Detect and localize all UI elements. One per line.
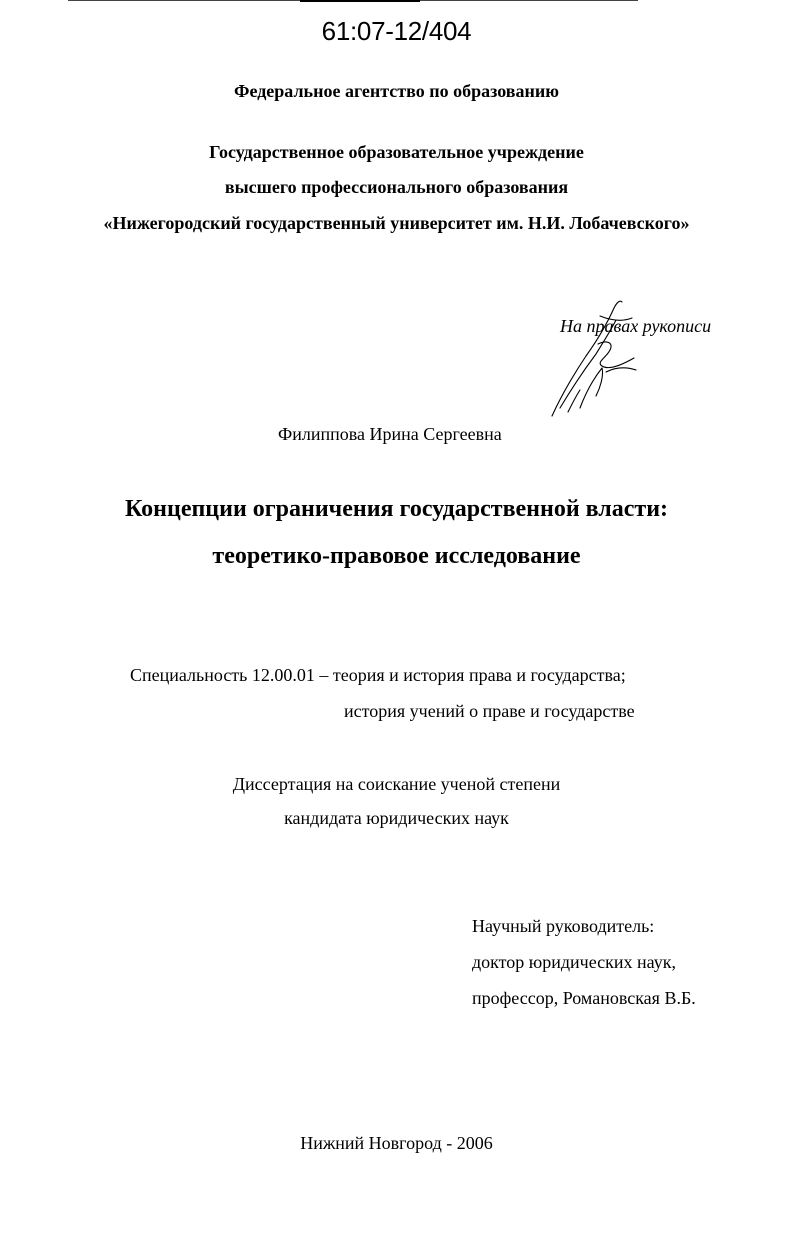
place-year: Нижний Новгород - 2006 — [300, 1133, 493, 1153]
agency-name: Федеральное агентство по образованию — [233, 81, 560, 101]
catalog-code: 61:07-12/404 — [321, 16, 472, 46]
title-line-1: Концепции ограничения государственной власти: — [124, 496, 669, 522]
specialty-line-2: история учений о праве и государстве — [344, 701, 635, 721]
institution-line-2: высшего профессионального образования — [224, 177, 569, 197]
top-scan-rule-dark — [300, 0, 420, 2]
manuscript-note: На правах рукописи — [560, 316, 712, 336]
institution-line-3: «Нижегородский государственный университет им. Н.И. Лобачевского» — [103, 213, 690, 233]
advisor-label: Научный руководитель: — [472, 916, 655, 936]
signature-icon — [540, 296, 650, 422]
degree-line-2: кандидата юридических наук — [284, 808, 509, 828]
advisor-degree: доктор юридических наук, — [472, 952, 676, 972]
advisor-name: профессор, Романовская В.Б. — [472, 988, 696, 1008]
title-line-2: теоретико-правовое исследование — [212, 543, 581, 569]
institution-line-1: Государственное образовательное учреждение — [209, 142, 584, 162]
author-name: Филиппова Ирина Сергеевна — [278, 424, 502, 444]
specialty-line-1: Специальность 12.00.01 – теория и история права и государства; — [130, 665, 626, 685]
degree-line-1: Диссертация на соискание ученой степени — [232, 774, 561, 794]
